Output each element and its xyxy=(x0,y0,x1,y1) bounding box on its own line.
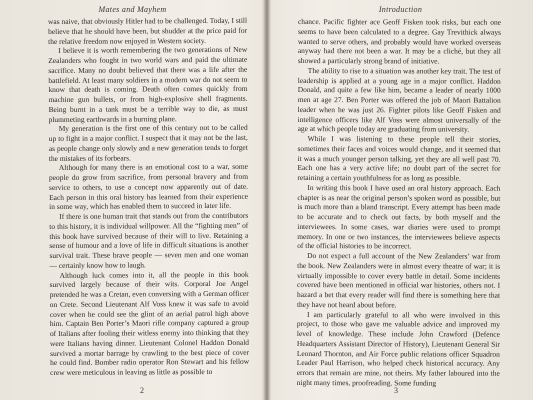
left-page-body xyxy=(48,16,249,378)
paragraph: My generation is the first one of this century not to be called up to fight in a major conflict. I suspect that it may not be the last, as people change only slowly and a new generation tends to forget the mistakes of its forbears. xyxy=(48,123,248,163)
paragraph: In writing this book I have used an oral history approach. Each chapter is as near the original person’s spoken word as possible, but is much more than a bland transcript. Every attempt has been made to be accurate and to check out facts, by both myself and the interviewees. In some cases, war diaries were used to prompt memory. In one or two instances, the interviewees believe aspects of the official histories to be incorrect. xyxy=(297,182,501,251)
right-page xyxy=(268,0,533,400)
paragraph: Although luck comes into it, all the people in this book survived largely because of their wits. Corporal Joe Angel pretended he was a Cretan, even conversing with a German officer on Crete. Second Lieutenant Alf Voss knew it was safe to avoid cover when he could see the glint of an aerial patrol high above him. Captain Ben Porter’s Maori rifle company captured a group of Italians after fooling their witless enemy into thinking that they were Italians having dinner. Lieutenant Colonel Haddon Donald survived a mortar barrage by crawling to the best piece of cover he could find. Bomber radio operator Ron Stewart and his fellow crew were meticulous in leaving as little as possible to xyxy=(49,269,250,377)
running-head-left: Mates and Mayhem xyxy=(98,5,167,14)
running-head-right: Introduction xyxy=(378,5,423,14)
page-number-right: 3 xyxy=(394,386,398,395)
left-page xyxy=(0,0,265,400)
paragraph: I am particularly grateful to all who were involved in this project, to those who gave me valuable advice and improved my level of knowledge. These include John Crawford (Defence Headquarters Assistant Director of History), Lieutenant General Sir Leonard Thornton, and Air Force public relations officer Squadron Leader Paul Harrison, who helped check historical accuracy. Any errors that remain are mine, not theirs. My father laboured into the night many times, proofreading. Some funding xyxy=(296,309,500,388)
paragraph: I believe it is worth remembering the two generations of New Zealanders who fought in two world wars and paid the ultimate sacrifice. Many no doubt believed that there was a life after the battlefield. At least many soldiers in a modern war do not seem to know that death is coming. Death often comes quickly from machine gun bullets, or from high-explosive shell fragments. Being burnt in a tank must be a terrible way to die, as must plummeting earthwards in a burning plane. xyxy=(48,45,248,124)
paragraph: The ability to rise to a situation was another key trait. The test of leadership is applied at a young age in a major conflict. Haddon Donald, and quite a few like him, became a leader of nearly 1000 men at age 27. Ben Porter was offered the job of Maori Battalion leader when he was just 26. Fighter pilots like Geoff Fisken and intelligence officers like Alf Voss were almost universally of the age at which people today are graduating from university. xyxy=(297,65,501,134)
page-number-left: 2 xyxy=(140,386,144,395)
paragraph: While I was listening to these people tell their stories, sometimes their faces and voices would change, and it seemed that it was a much younger person talking, yet they are all well past 70. Each one has a very active life; no doubt part of the secret for retaining a certain youthfulness for as long as possible. xyxy=(297,134,501,183)
paragraph: chance. Pacific fighter ace Geoff Fisken took risks, but each one seems to have been calculated to a degree. Gay Trevithick always wanted to serve others, and probably would have worked overseas anyway had there not been a war. It may be a cliché, but they all showed a particularly strong brand of initiative. xyxy=(297,17,501,66)
paragraph: was naive, that obviously Hitler had to be challenged. Today, I still believe that he should have been, but shudder at the price paid for the relative freedom now enjoyed in Western society. xyxy=(48,15,248,46)
paragraph: If there is one human trait that stands out from the contributors to this history, it is individual willpower. All the “fighting men” of this book have survived because of their will to live. Retaining a sense of humour and a love of life in difficult situations is another survival trait. These brave people — seven men and one woman — certainly know how to laugh. xyxy=(49,210,249,270)
paragraph: Do not expect a full account of the New Zealanders’ war from the book. New Zealanders were in almost every theatre of war; it is virtually impossible to cover every battle in detail. Some incidents covered have been mentioned in official war histories, others not. I hazard a bet that every reader will find there is something here that they have not heard about before. xyxy=(296,251,501,310)
paragraph: Although for many there is an emotional cost to a war, some people do grow from sacrifice, from personal bravery and from service to others, to use a concept now apparently out of date. Each person in this oral history has learned from their experience in some way, which has enabled them to succeed in later life. xyxy=(48,162,249,212)
right-page-body xyxy=(297,17,501,388)
